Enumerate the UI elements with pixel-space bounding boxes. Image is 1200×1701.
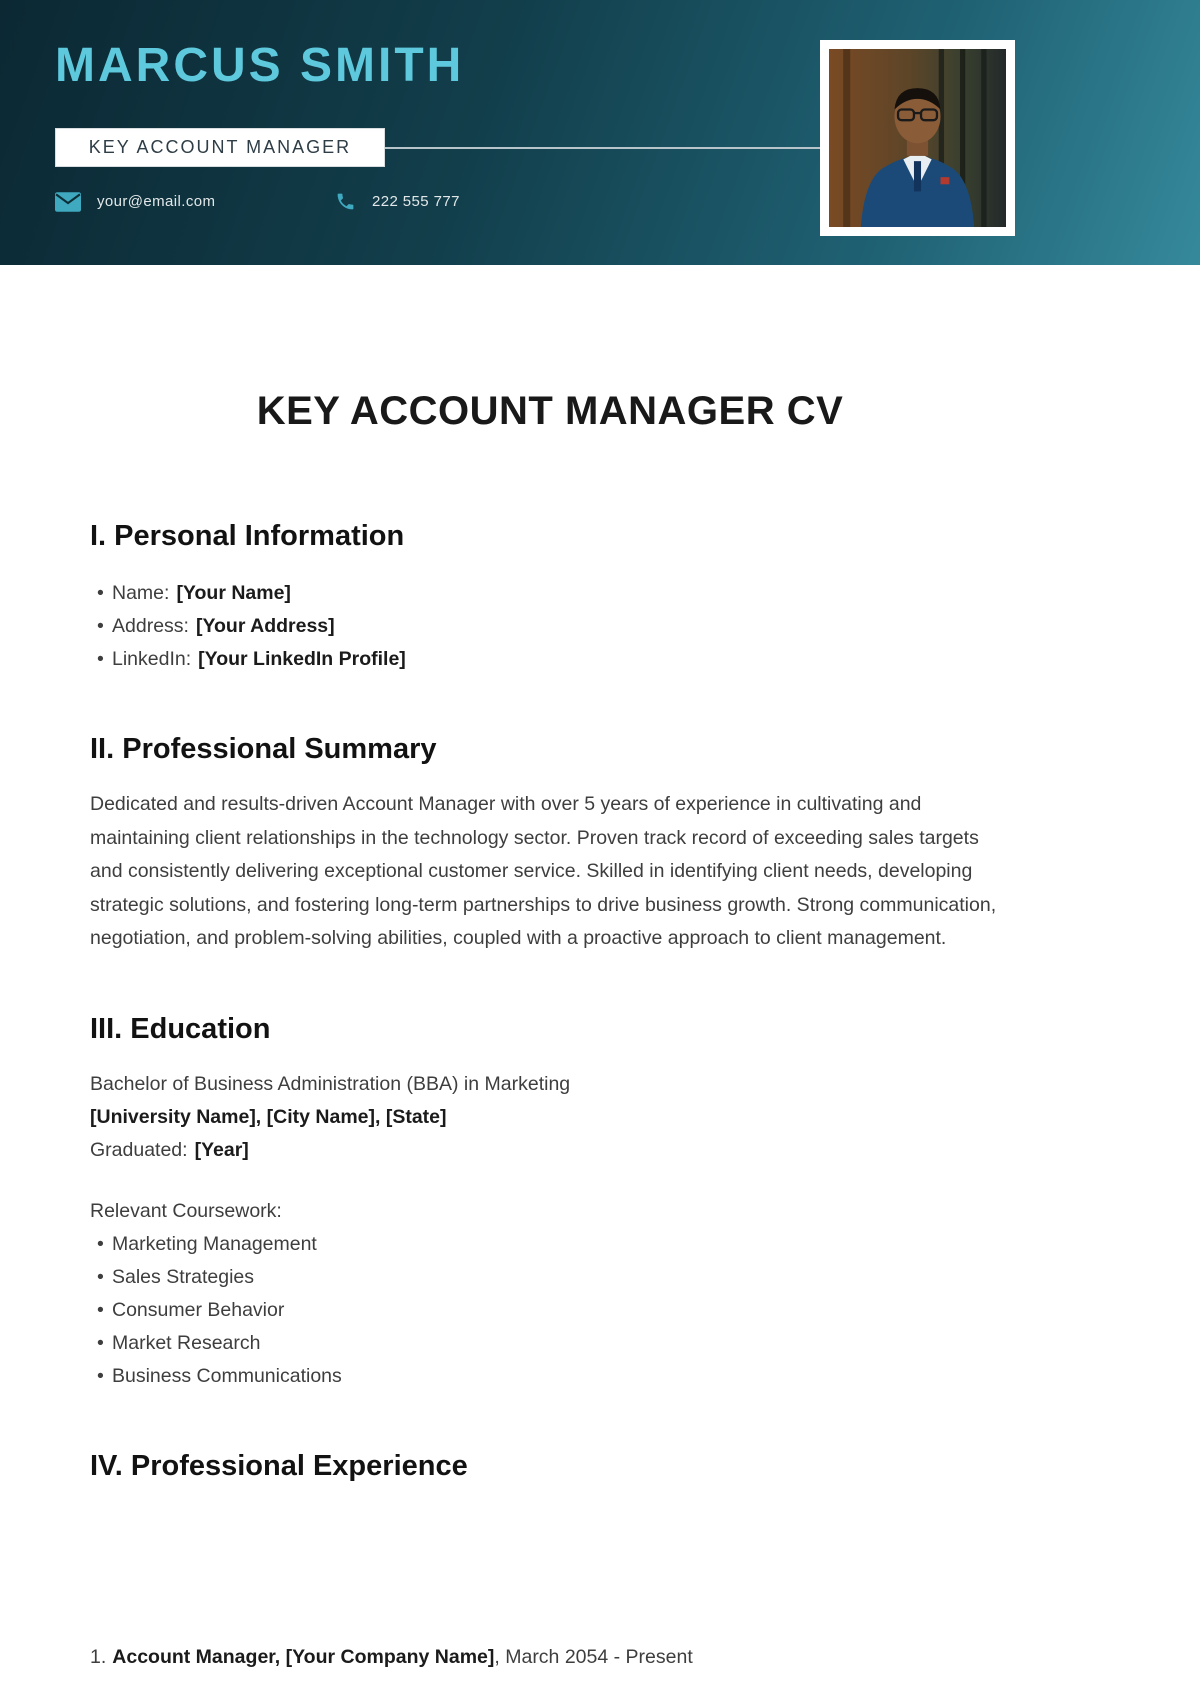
email-text: your@email.com — [97, 193, 216, 210]
field-label: LinkedIn: — [112, 648, 192, 670]
list-item — [90, 643, 1010, 676]
list-item: • Marketing Management — [90, 1228, 1010, 1261]
email-icon — [55, 192, 81, 212]
section-heading-education: III. Education — [90, 1012, 271, 1045]
phone-text: 222 555 777 — [372, 193, 460, 210]
section-heading-summary: II. Professional Summary — [90, 733, 437, 765]
list-item: • Consumer Behavior — [90, 1294, 1010, 1327]
contact-row — [55, 191, 1200, 212]
field-label: Name: — [112, 582, 170, 604]
list-item — [90, 610, 1010, 643]
summary-paragraph: Dedicated and results-driven Account Manager with over 5 years of experience in cultivating and maintaining client relationships in the technology sector. Proven track record of exceeding sales targets and consistently delivering exceptional customer service. Skilled in identifying client needs, developing strategic solutions, and fostering long-term partnerships to drive business growth. Strong communication, negotiation, and problem-solving abilities, coupled with a proactive approach to client management. — [90, 793, 997, 949]
section-heading-experience: IV. Professional Experience — [90, 1449, 468, 1482]
list-item: • Business Communications — [90, 1360, 1010, 1393]
list-item — [90, 577, 1010, 610]
experience-title: Account Manager, [Your Company Name] — [112, 1645, 495, 1668]
profile-photo — [829, 49, 1006, 227]
graduated-label: Graduated: — [90, 1138, 188, 1161]
document-body — [0, 387, 1200, 1674]
experience-item — [90, 1641, 1010, 1674]
coursework-list — [90, 1228, 1010, 1393]
field-value: [Your Address] — [195, 615, 335, 637]
phone-icon — [335, 191, 356, 212]
coursework-label: Relevant Coursework: — [90, 1199, 282, 1222]
email-group — [55, 192, 335, 212]
phone-group — [335, 191, 460, 212]
experience-number: 1. — [90, 1645, 107, 1668]
personal-info-list — [90, 577, 1010, 676]
list-item: • Sales Strategies — [90, 1261, 1010, 1294]
experience-dates: , March 2054 - Present — [494, 1645, 693, 1668]
section-heading-personal: I. Personal Information — [90, 520, 405, 552]
field-label: Address: — [112, 615, 189, 637]
role-title: KEY ACCOUNT MANAGER — [55, 128, 385, 167]
person-name: MARCUS SMITH — [55, 39, 465, 92]
profile-photo-frame — [820, 40, 1015, 236]
field-value: [Your LinkedIn Profile] — [198, 648, 406, 670]
field-value: [Your Name] — [176, 582, 291, 604]
list-item: • Market Research — [90, 1327, 1010, 1360]
document-title: KEY ACCOUNT MANAGER CV — [256, 389, 844, 433]
education-graduated — [90, 1134, 1010, 1167]
education-school: [University Name], [City Name], [State] — [90, 1105, 447, 1128]
resume-header — [0, 0, 1200, 265]
education-block — [90, 1068, 1010, 1167]
graduated-value: [Year] — [194, 1138, 249, 1161]
education-degree: Bachelor of Business Administration (BBA) in Marketing — [90, 1072, 571, 1095]
